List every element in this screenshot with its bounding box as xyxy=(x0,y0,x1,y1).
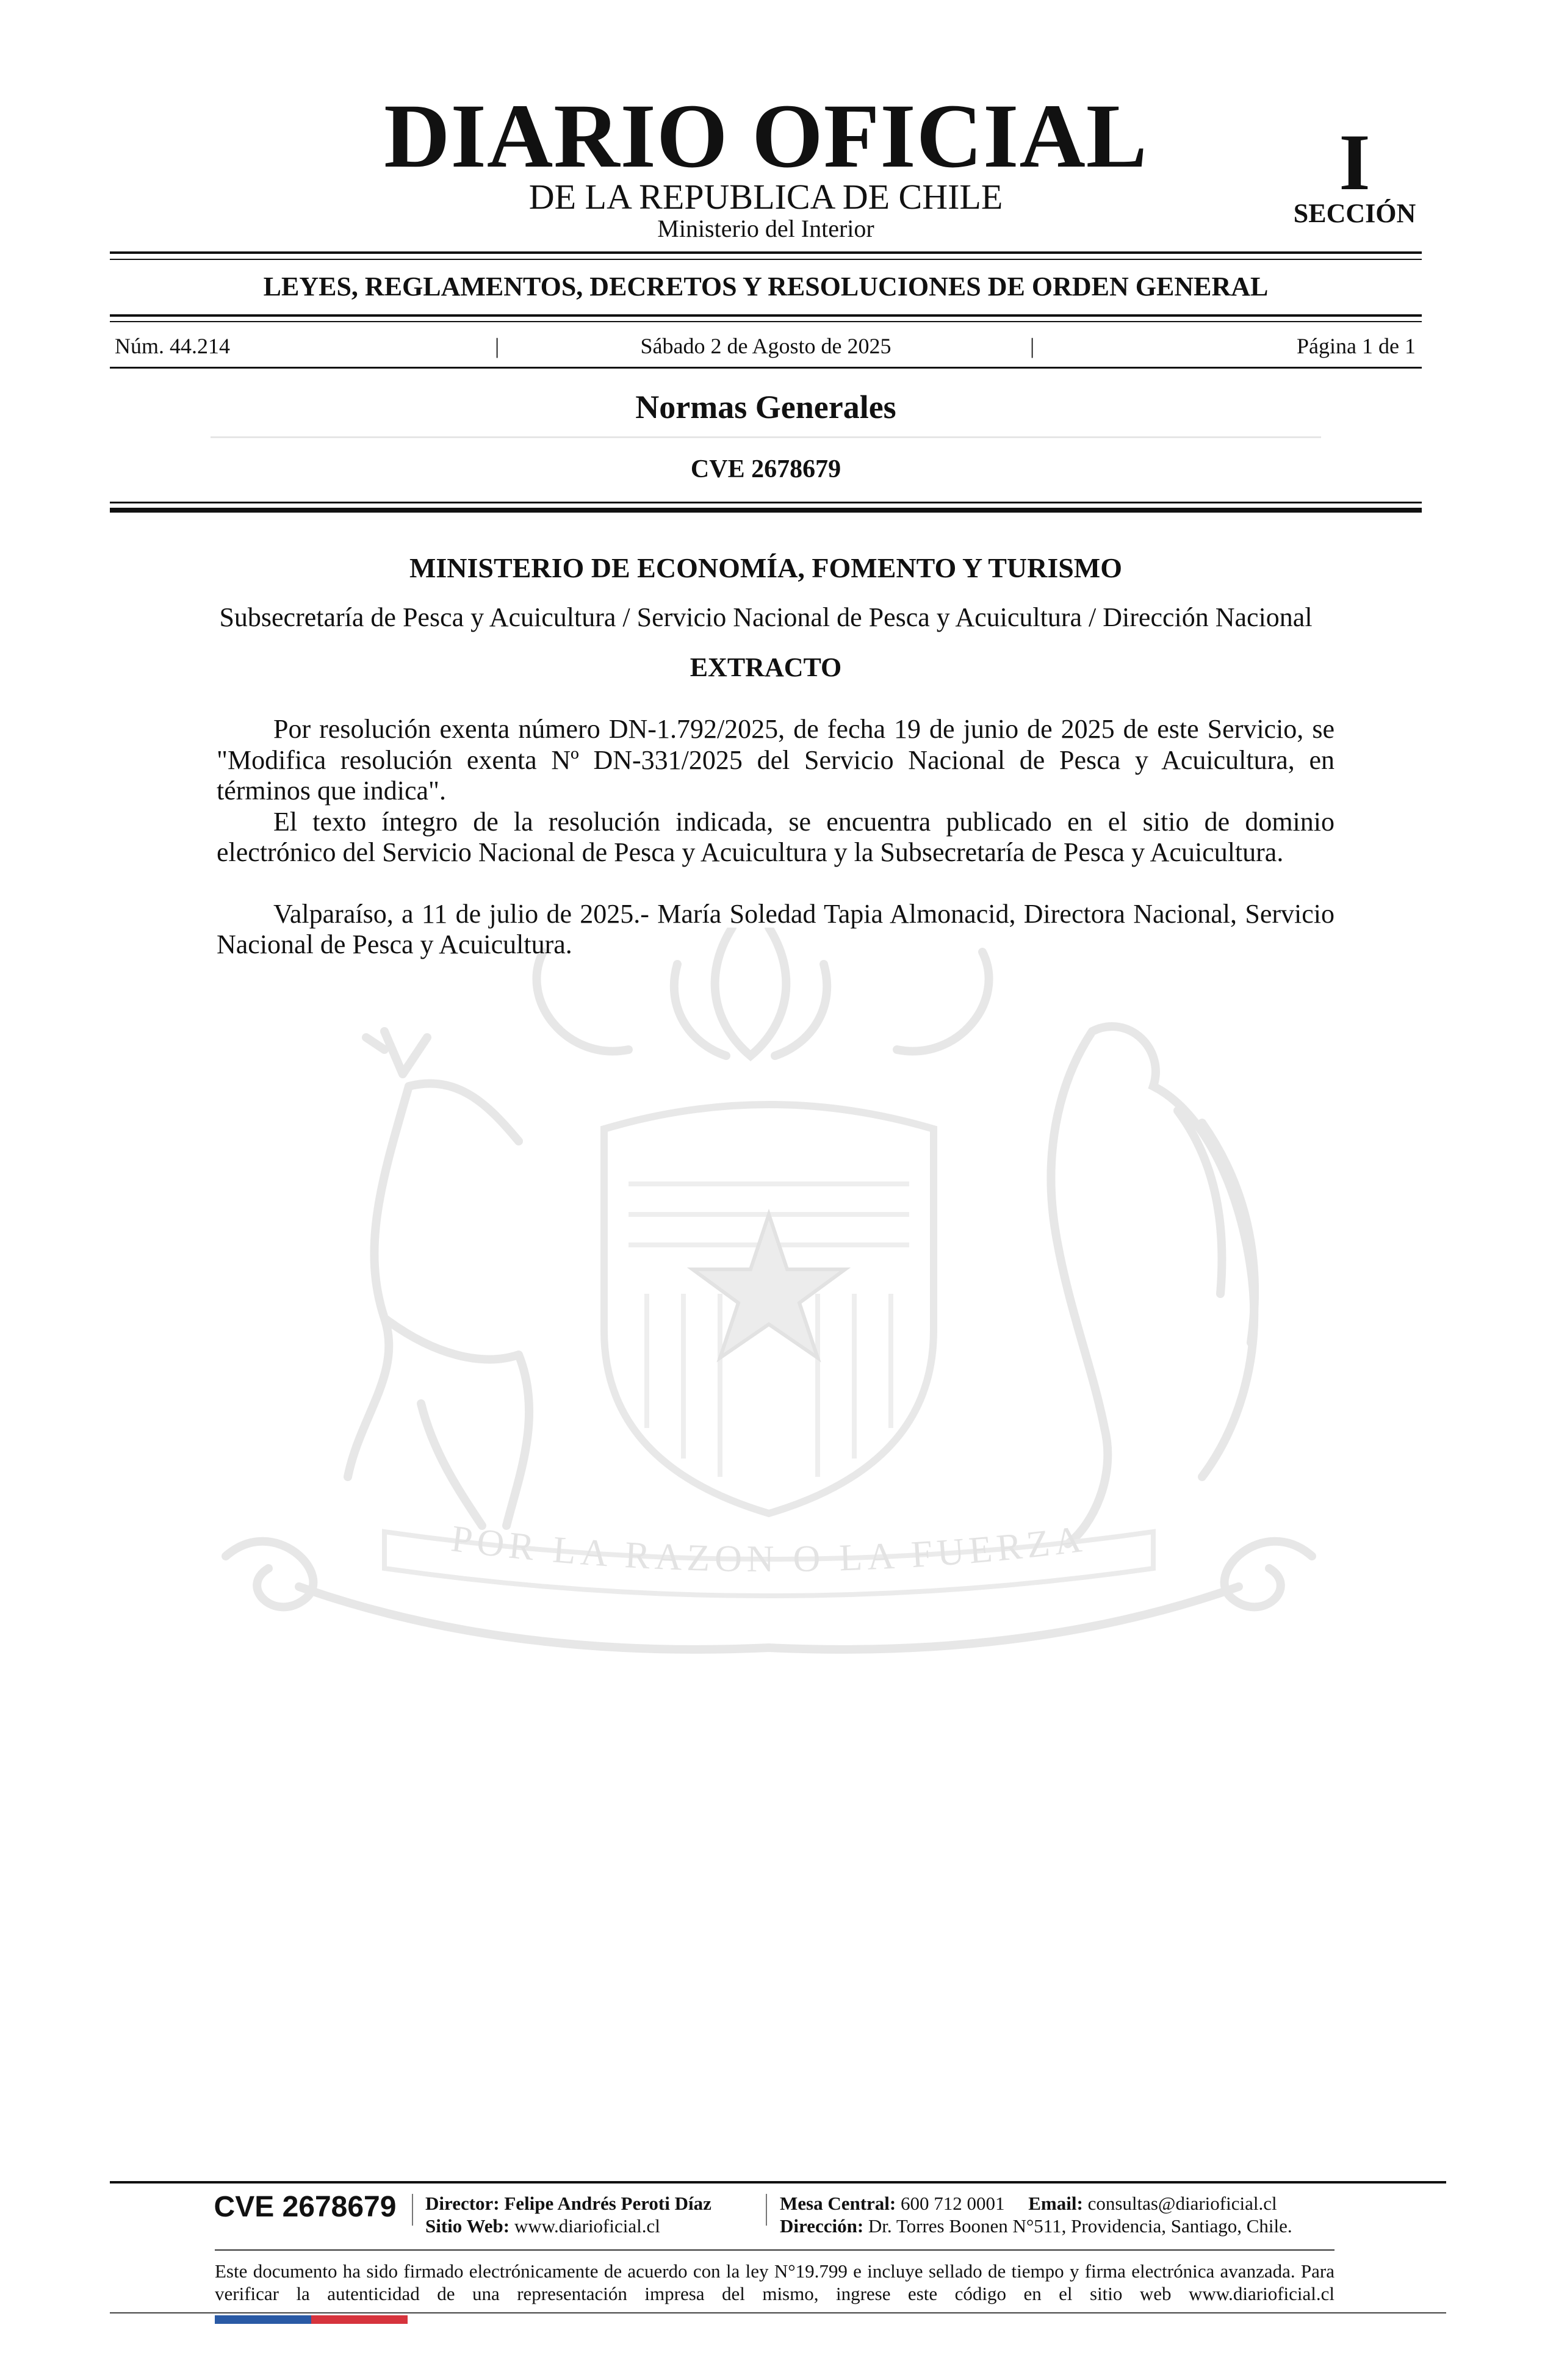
website-link[interactable]: www.diarioficial.cl xyxy=(514,2215,660,2237)
issue-number: Núm. 44.214 xyxy=(115,334,230,358)
document-body xyxy=(217,714,1334,961)
email-label: Email: xyxy=(1028,2193,1083,2214)
issue-date: Sábado 2 de Agosto de 2025 xyxy=(640,334,891,358)
footer-separator xyxy=(412,2194,413,2226)
flag-stripe-blue xyxy=(215,2315,311,2324)
category-heading: LEYES, REGLAMENTOS, DECRETOS Y RESOLUCIONES DE ORDEN GENERAL xyxy=(263,272,1269,301)
legal-notice: Este documento ha sido firmado electrónicamente de acuerdo con la ley N°19.799 e incluye sellado de tiempo y firma electrónica avanzada. Para verificar la autenticidad de una representación impresa del mismo, ingrese este código en el sitio web www.diarioficial.cl xyxy=(215,2260,1334,2304)
website-label: Sitio Web: xyxy=(425,2215,510,2237)
section-label: SECCIÓN xyxy=(1293,198,1416,228)
masthead-title: DIARIO OFICIAL xyxy=(384,85,1148,187)
document-heading: EXTRACTO xyxy=(690,652,842,682)
subsecretaria-line: Subsecretaría de Pesca y Acuicultura / Servicio Nacional de Pesca y Acuicultura / Dirección Nacional xyxy=(219,602,1313,632)
flag-stripe-red xyxy=(311,2315,408,2324)
footer-cve-code: CVE 2678679 xyxy=(214,2191,397,2223)
body-paragraph: El texto íntegro de la resolución indicada, se encuentra publicado en el sitio de dominio electrónico del Servicio Nacional de Pesca y Acuicultura y la Subsecretaría de Pesca y Acuicultura. xyxy=(217,806,1334,867)
section-number: I xyxy=(1339,117,1371,207)
header-rule xyxy=(110,251,1422,254)
issue-separator: | xyxy=(495,334,500,358)
masthead-subtitle: DE LA REPUBLICA DE CHILE xyxy=(528,177,1003,217)
director-name: Felipe Andrés Peroti Díaz xyxy=(504,2193,711,2214)
email-link[interactable]: consultas@diarioficial.cl xyxy=(1087,2193,1277,2214)
ministry-name: MINISTERIO DE ECONOMÍA, FOMENTO Y TURISMO xyxy=(409,552,1122,583)
section-underline xyxy=(211,436,1321,438)
issue-separator: | xyxy=(1030,334,1035,358)
footer-address xyxy=(780,2216,1292,2235)
footer-contact xyxy=(780,2194,1277,2213)
body-paragraph: Por resolución exenta número DN-1.792/2025, de fecha 19 de junio de 2025 de este Servicio, se "Modifica resolución exenta Nº DN-331/2025 del Servicio Nacional de Pesca y Acuicultura, en términos que indica". xyxy=(217,714,1334,806)
header-rule xyxy=(110,259,1422,260)
divider-rule xyxy=(110,314,1422,317)
issue-page: Página 1 de 1 xyxy=(1297,334,1416,358)
divider-rule xyxy=(110,321,1422,322)
mesa-phone: 600 712 0001 xyxy=(901,2193,1005,2214)
footer-rule xyxy=(110,2181,1446,2183)
divider-rule xyxy=(110,502,1422,503)
divider-rule xyxy=(110,508,1422,513)
motto-text: POR LA RAZON O LA FUERZA xyxy=(448,1518,1089,1581)
divider-rule xyxy=(110,367,1422,369)
footer-rule xyxy=(215,2249,1334,2251)
footer-rule xyxy=(110,2312,1446,2313)
cve-code: CVE 2678679 xyxy=(690,455,841,483)
section-title: Normas Generales xyxy=(635,389,896,425)
footer-separator xyxy=(766,2194,767,2226)
address-text: Dr. Torres Boonen N°511, Providencia, Santiago, Chile. xyxy=(868,2215,1292,2237)
footer-website xyxy=(425,2216,660,2235)
director-label: Director: xyxy=(425,2193,500,2214)
signature-paragraph: Valparaíso, a 11 de julio de 2025.- María Soledad Tapia Almonacid, Directora Nacional, Servicio Nacional de Pesca y Acuicultura. xyxy=(217,898,1334,959)
address-label: Dirección: xyxy=(780,2215,864,2237)
masthead-ministry: Ministerio del Interior xyxy=(657,215,874,242)
footer-director xyxy=(425,2194,711,2213)
coat-of-arms-watermark xyxy=(201,928,1336,1678)
mesa-label: Mesa Central: xyxy=(780,2193,896,2214)
